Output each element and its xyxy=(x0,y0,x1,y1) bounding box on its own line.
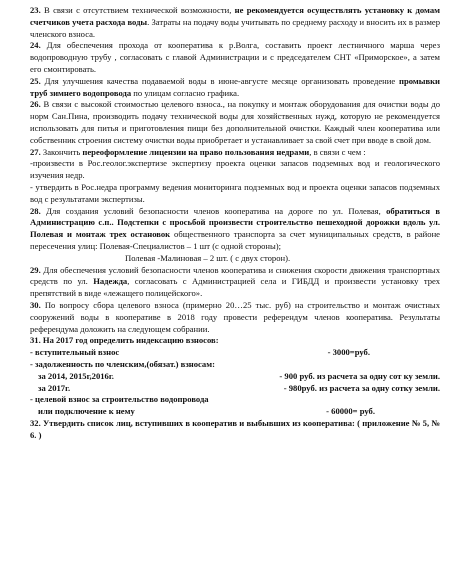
fee-row-target: - целевой взнос за строительство водопровода xyxy=(30,394,209,405)
item-text: общественного транспорта за счет муниципальных средств, в районе пересечения улиц: Полевая-Специалистов – 1 шт (с одной стороны); xyxy=(30,229,440,251)
fee-value: - 900 руб. из расчета за одну сот ку земли. xyxy=(279,370,440,381)
item-28-line-2: Полевая -Малиновая – 2 шт. ( с двух сторон). xyxy=(125,252,291,263)
item-number: 27. xyxy=(30,146,41,157)
item-emphasis: промывки труб зимнего водопровода xyxy=(30,75,440,98)
item-27 xyxy=(30,147,440,159)
item-number: 30. xyxy=(30,299,41,310)
item-text: Закончить xyxy=(40,146,83,157)
item-29 xyxy=(30,265,440,300)
item-text: . Затраты на подачу воды учитывать по среднему расходу и вносить их в размер членского взноса. xyxy=(30,16,441,39)
item-30 xyxy=(30,300,440,335)
item-emphasis: не рекомендуется осуществлять установку к домам счетчиков учета расхода воды xyxy=(30,5,440,27)
item-emphasis: Надежда xyxy=(93,276,128,287)
item-text: Для обеспечения условий безопасности членов кооператива и снижения скорости движения транспортных средств по ул. xyxy=(30,264,440,287)
fee-value: - 3000=руб. xyxy=(327,347,370,358)
fee-row-entrance xyxy=(30,347,440,359)
item-number: 31. xyxy=(30,335,41,346)
fee-row-2014-2016 xyxy=(30,371,440,383)
fee-label: за 2014, 2015г,2016г. xyxy=(38,370,114,381)
item-number: 29. xyxy=(30,264,41,275)
item-text: , в связи с чем : xyxy=(309,146,366,157)
fee-label: за 2017г. xyxy=(38,382,71,393)
item-text: Для создания условий безопасности членов кооператива на дороге по ул. Полевая, xyxy=(40,205,387,216)
item-text: Для улучшения качества подаваемой воды в июне-августе месяце организовать проведение xyxy=(40,75,400,86)
item-heading: На 2017 год определить индексацию взносов: xyxy=(40,335,219,346)
item-28 xyxy=(30,206,440,253)
item-emphasis: переоформление лицензии на право пользования недрами xyxy=(82,146,310,157)
item-emphasis: обратиться в Администрацию с.п.. Подстепки с просьбой произвести строительство пешеходной дорожки вдоль ул. Полевая и монтаж трех остановок xyxy=(30,205,441,240)
item-text: В связи с отсутствием технической возможности, xyxy=(40,5,235,15)
item-number: 26. xyxy=(30,99,41,110)
item-text: В связи с высокой стоимостью целевого взноса., на покупку и монтаж оборудования для очистки воды до норм Сан.Пина, производить подачу технической воды для хозяйственных нужд, которую не рекомендуется использовать для питья и приготовления пищи без дополнительной очистки. Каждый член кооператива или собственник строения систему очистки воды приобретает и устанавливает за свой счет при вводе в свой дом. xyxy=(30,99,440,145)
item-23 xyxy=(30,5,440,40)
item-text: , согласовать с Администрацией села и ГИБДД и произвести установку трех препятствий в виде «лежащего полицейского». xyxy=(30,276,440,299)
item-25 xyxy=(30,76,440,100)
item-27-line-1: -произвести в Рос.геолог.экспертизе экспертизу проекта оценки запасов подземных вод и геологического изучения недр. xyxy=(30,158,440,181)
item-text: Для обеспечения прохода от кооператива к р.Волга, составить проект лестничного марша через водопроводную трубу , согласовать с главой Администрации и с председателем СНТ «Приморское», а затем его смонтировать. xyxy=(30,40,440,74)
item-26 xyxy=(30,99,440,146)
item-24 xyxy=(30,40,440,75)
item-text: Утвердить список лиц, вступивших в кооператив и выбывших из кооператива: ( приложение № 5, № 6. ) xyxy=(30,417,440,440)
item-number: 28. xyxy=(30,205,41,216)
fee-row-connection xyxy=(30,406,440,418)
item-32 xyxy=(30,418,440,442)
item-text: по улицам согласно графика. xyxy=(131,87,240,98)
fee-label: - вступительный взнос xyxy=(30,347,120,358)
fee-value: - 60000= руб. xyxy=(326,406,375,417)
fee-row-2017 xyxy=(30,383,440,395)
fee-label: или подключение к нему xyxy=(38,406,135,417)
item-number: 23. xyxy=(30,5,41,15)
fee-value: - 980руб. из расчета за одну сотку земли. xyxy=(283,382,440,393)
item-number: 24. xyxy=(30,40,41,51)
document-page xyxy=(30,5,440,441)
item-number: 25. xyxy=(30,75,41,86)
item-31 xyxy=(30,335,440,347)
fee-row-debt: - задолженность по членским,(обязат.) взносам: xyxy=(30,358,215,369)
item-27-line-2: - утвердить в Рос.недра программу ведения мониторинга подземных вод и проекта оценки запасов подземных вод с результатами экспертизы. xyxy=(30,181,440,204)
item-number: 32. xyxy=(30,417,41,428)
item-text: По вопросу сбора целевого взноса (примерно 20…25 тыс. руб) на строительство и монтаж очистных сооружений воды в кооперативе в 2018 году провести референдум членов кооператива. Результаты референдума доложить на следующем собрании. xyxy=(30,299,440,334)
